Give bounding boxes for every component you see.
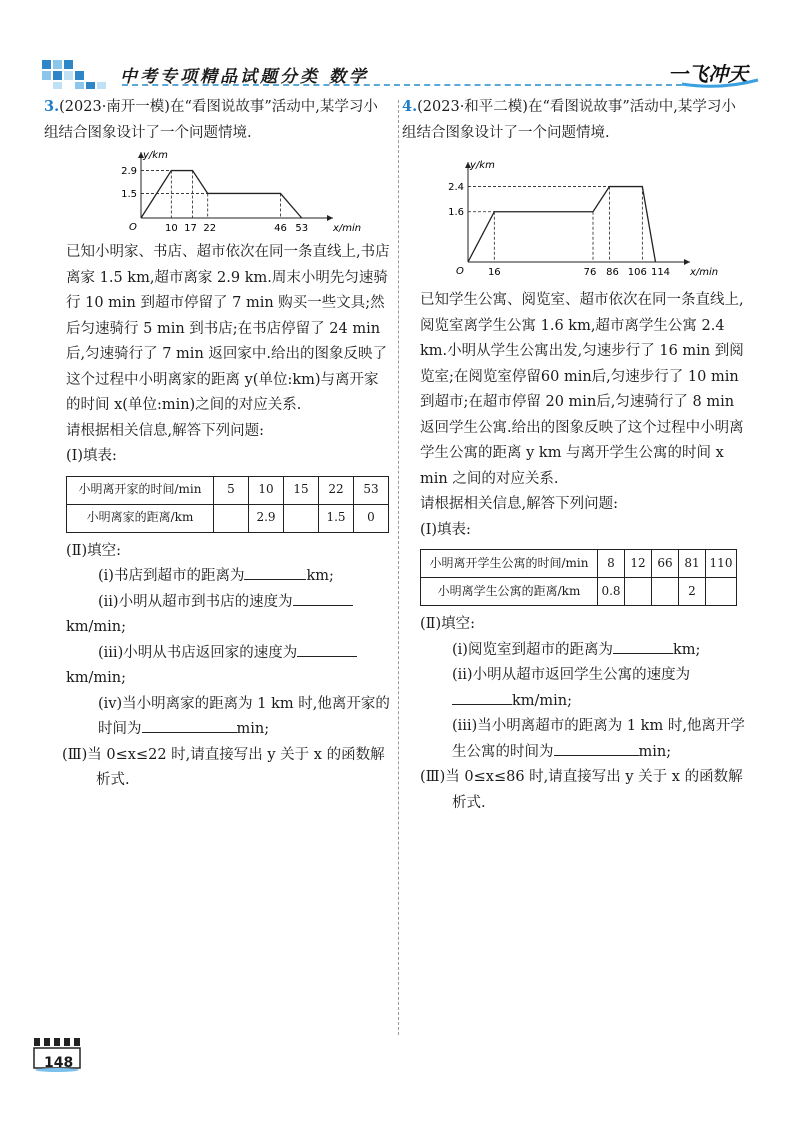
q4-ask: 请根据相关信息,解答下列问题: (420, 496, 618, 512)
q3-sub-i-unit: km; (306, 568, 334, 584)
q4-intro (402, 94, 745, 146)
question-3 (44, 94, 391, 794)
data-series-line (468, 187, 656, 262)
x-axis-arrow (684, 259, 690, 265)
x-tick-label: 46 (274, 223, 287, 234)
table-row (67, 504, 389, 532)
q3-intro-text: (2023·南开一模)在“看图说故事”活动中,某学习小组结合图象设计了一个问题情境. (44, 99, 378, 141)
q3-cell: 10 (249, 476, 284, 504)
q3-blank-iii[interactable] (297, 641, 357, 657)
x-tick-label: 53 (295, 223, 309, 234)
q3-cell: 53 (354, 476, 389, 504)
q4-part3: (Ⅲ)当 0≤x≤86 时,请直接写出 y 关于 x 的函数解析式. (420, 769, 743, 811)
y-tick-label: 2.9 (121, 166, 137, 178)
data-series-line (141, 171, 302, 218)
x-tick-label: 22 (203, 223, 217, 234)
table-row (67, 476, 389, 504)
q3-cell: 0 (354, 504, 389, 532)
y-tick-label: 1.5 (121, 188, 137, 200)
q4-graph (420, 150, 745, 288)
q3-sub-iii-unit: km/min; (66, 670, 127, 686)
header-brand: 一飞冲天 (668, 62, 748, 86)
q3-blank-ii[interactable] (293, 590, 353, 606)
q3-sub-ii-text: (ⅱ)小明从超市到书店的速度为 (98, 593, 293, 610)
y-axis-label: y/km (143, 150, 168, 161)
q3-fill-table (66, 476, 389, 533)
q4-cell: 12 (625, 550, 652, 578)
origin-label: O (456, 266, 464, 277)
q3-intro (44, 94, 391, 146)
q4-cell: 110 (706, 550, 737, 578)
q3-part2: (Ⅱ)填空: (66, 542, 122, 559)
x-tick-label: 76 (583, 267, 597, 278)
q3-cell: 1.5 (319, 504, 354, 532)
q3-ask: 请根据相关信息,解答下列问题: (66, 422, 264, 439)
q3-sub-iii (66, 641, 391, 667)
q4-intro-text: (2023·和平二模)在“看图说故事”活动中,某学习小组结合图象设计了一个问题情境. (402, 99, 736, 141)
q4-answer-cell[interactable] (652, 578, 679, 606)
question-4 (402, 94, 745, 816)
q4-sub-ii-unit: km/min; (512, 692, 573, 709)
x-tick-label: 106 (627, 267, 647, 278)
x-axis-label: x/min (690, 267, 719, 278)
q3-cell: 2.9 (249, 504, 284, 532)
q3-answer-cell[interactable] (284, 504, 319, 532)
x-tick-label: 114 (650, 267, 671, 278)
x-tick-label: 10 (164, 223, 178, 234)
page-header (40, 58, 760, 90)
q4-cell: 66 (652, 550, 679, 578)
q4-sub-i-unit: km; (672, 641, 701, 658)
q4-number: 4. (402, 98, 418, 115)
q4-row2-header: 小明离学生公寓的距离/km (421, 578, 598, 606)
q4-cell: 8 (598, 550, 625, 578)
q3-answer-cell[interactable] (214, 504, 249, 532)
q3-part3: (Ⅲ)当 0≤x≤22 时,请直接写出 y 关于 x 的函数解析式. (62, 746, 385, 788)
q4-sub-iii (420, 714, 745, 765)
q4-answer-cell[interactable] (625, 578, 652, 606)
q3-sub-i (66, 564, 391, 590)
q3-graph (66, 148, 391, 240)
q3-body: 已知小明家、书店、超市依次在同一条直线上,书店离家 1.5 km,超市离家 2.9 km.周末小明先匀速骑行 10 min 到超市停留了 7 min 购买一些文具;然后匀速骑行 5 min 到书店;在书店停留了 24 min后,匀速骑行了 7 min 返回家中.给出的图象反映了这个过程中小明离家的距离 y(单位:km)与离开家的时间 x(单位:min)之间的对应关系. (66, 244, 390, 413)
q3-sub-iv-text: (ⅳ)当小明离家的距离为 1 km 时,他离开家的时间为 (98, 695, 390, 737)
q4-body: 已知学生公寓、阅览室、超市依次在同一条直线上,阅览室离学生公寓 1.6 km,超市离学生公寓 2.4 km.小明从学生公寓出发,匀速步行了 16 min 到阅览室;在阅览室停留60 min后,匀速步行了 10 min 到超市;在超市停留 20 min后,匀速骑行了 8 min 返回学生公寓.给出的图象反映了这个过程中小明离学生公寓的距离 y km 与离开学生公寓的时间 x min 之间的对应关系. (420, 292, 744, 487)
q3-blank-iv[interactable] (142, 717, 237, 733)
x-tick-label: 16 (487, 267, 501, 278)
page-number: 148 (44, 1055, 74, 1071)
q4-sub-ii-line2 (420, 689, 745, 715)
q4-part1: (Ⅰ)填表: (420, 521, 471, 538)
q4-row1-header: 小明离开学生公寓的时间/min (421, 550, 598, 578)
q4-blank-i[interactable] (613, 638, 673, 654)
x-tick-label: 86 (606, 267, 619, 278)
q4-blank-ii[interactable] (452, 689, 512, 705)
y-tick-label: 1.6 (448, 207, 464, 219)
q4-cell: 2 (679, 578, 706, 606)
q4-answer-cell[interactable] (706, 578, 737, 606)
brand-swoosh-icon (680, 78, 760, 88)
q3-row1-header: 小明离开家的时间/min (67, 476, 214, 504)
q4-blank-iii[interactable] (554, 740, 639, 756)
y-tick-label: 2.4 (448, 182, 464, 194)
q4-sub-i (420, 638, 745, 664)
column-divider (398, 100, 399, 1035)
header-title: 中考专项精品试题分类 数学 (120, 67, 369, 87)
origin-label: O (129, 222, 137, 233)
q4-sub-i-text: (ⅰ)阅览室到超市的距离为 (452, 641, 613, 658)
q3-sub-ii (66, 590, 391, 616)
q4-sub-iii-text: (ⅲ)当小明离超市的距离为 1 km 时,他离开学生公寓的时间为 (452, 718, 745, 760)
q4-part2: (Ⅱ)填空: (420, 616, 476, 632)
q4-cell: 81 (679, 550, 706, 578)
q3-sub-iv-unit: min; (236, 721, 270, 737)
header-squares-decoration (40, 58, 110, 90)
x-axis-label: x/min (333, 223, 362, 234)
q3-cell: 22 (319, 476, 354, 504)
y-axis-label: y/km (470, 160, 495, 171)
q3-row2-header: 小明离家的距离/km (67, 504, 214, 532)
q3-cell: 15 (284, 476, 319, 504)
q4-sub-ii: (ⅱ)小明从超市返回学生公寓的速度为 (452, 667, 691, 683)
x-axis-arrow (327, 215, 333, 221)
q4-fill-table (420, 549, 737, 606)
q3-blank-i[interactable] (244, 564, 306, 580)
header-dashed-rule (122, 84, 682, 86)
q3-sub-ii-unit: km/min; (66, 619, 127, 635)
q3-sub-iii-text: (ⅲ)小明从书店返回家的速度为 (98, 644, 298, 661)
table-row (421, 550, 737, 578)
table-row (421, 578, 737, 606)
q4-sub-iii-unit: min; (638, 743, 672, 760)
q3-sub-iv (66, 692, 391, 743)
q3-sub-i-text: (ⅰ)书店到超市的距离为 (98, 568, 245, 584)
q3-part1: (Ⅰ)填表: (66, 448, 117, 464)
q4-cell: 0.8 (598, 578, 625, 606)
q3-cell: 5 (214, 476, 249, 504)
x-tick-label: 17 (184, 223, 197, 234)
q3-number: 3. (44, 98, 60, 115)
